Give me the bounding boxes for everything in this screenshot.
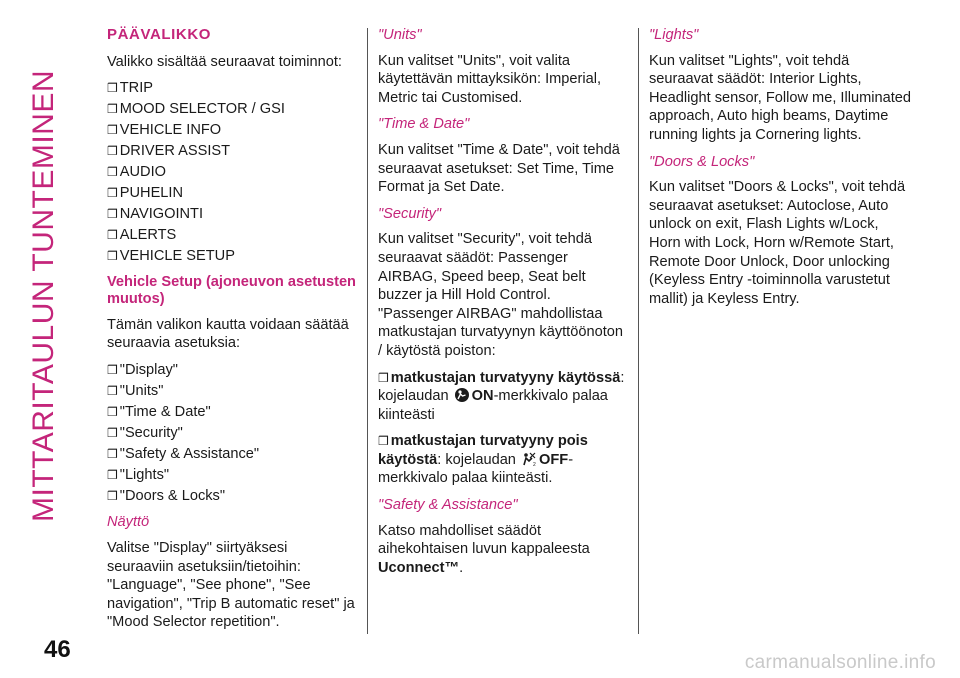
- units-text: Kun valitset "Units", voit valita käytettävän mittayksikön: Imperial, Metric tai Customised.: [378, 52, 602, 106]
- vehicle-setup-heading: Vehicle Setup (ajoneuvon asetusten muutos): [107, 273, 356, 307]
- list-item: [107, 403, 357, 422]
- checkbox-icon: ❒: [107, 446, 118, 461]
- list-item: [107, 247, 357, 266]
- menu-list: [107, 79, 357, 265]
- page-number: 46: [44, 636, 71, 663]
- list-item-label: PUHELIN: [119, 185, 184, 202]
- checkbox-icon: ❒: [107, 81, 118, 96]
- checkbox-icon: ❒: [107, 488, 118, 503]
- display-heading: Näyttö: [107, 514, 150, 531]
- off-indicator-label: OFF: [539, 451, 569, 468]
- list-item-label: "Time & Date": [119, 403, 211, 420]
- main-menu-heading: PÄÄVALIKKO: [107, 26, 212, 43]
- on-indicator-label: ON: [471, 388, 494, 405]
- uconnect-reference: Uconnect™: [378, 559, 460, 576]
- menu-intro: Valikko sisältää seuraavat toiminnot:: [107, 53, 342, 70]
- list-item: [107, 184, 357, 203]
- checkbox-icon: ❒: [107, 467, 118, 482]
- display-text: Valitse "Display" siirtyäksesi seuraaviin asetuksiin/tietoihin: "Language", "See phone", "See navigation", "Trip B automatic reset" ja "Mood Selector repetition".: [107, 539, 355, 631]
- time-date-heading: "Time & Date": [378, 116, 470, 133]
- column-2: [378, 26, 630, 585]
- checkbox-icon: ❒: [107, 383, 118, 398]
- security-heading: "Security": [378, 205, 442, 222]
- list-item: [107, 382, 357, 401]
- units-heading: "Units": [378, 27, 422, 43]
- checkbox-icon: ❒: [378, 434, 389, 449]
- list-item: [107, 142, 357, 161]
- security-text: Kun valitset "Security", voit tehdä seuraavat säädöt: Passenger AIRBAG, Speed beep, Seat belt buzzer ja Hill Hold Control.: [378, 231, 592, 304]
- checkbox-icon: ❒: [107, 207, 118, 222]
- checkbox-icon: ❒: [378, 370, 389, 385]
- list-item: [107, 424, 357, 443]
- doors-locks-text: Kun valitset "Doors & Locks", voit tehdä seuraavat asetukset: Autoclose, Auto unlock on exit, Flash Lights w/Lock, Horn with Lock, Horn w/Remote Start, Remote Door Unlock, Door unlocking (Keyless Entry -toiminnolla varustetut mallit) ja Keyless Entry.: [649, 179, 906, 307]
- list-item: [107, 100, 357, 119]
- airbag-off-item: ❒ matkustajan turvatyyny pois käytöstä: kojelaudan 2 OFF-merkkivalo palaa kiinteästi.: [378, 433, 588, 487]
- lights-text: Kun valitset "Lights", voit tehdä seuraavat säädöt: Interior Lights, Headlight sensor, Follow me, Illuminated approach, Auto high beams, Daytime running lights ja Cornering lights.: [649, 52, 912, 143]
- checkbox-icon: ❒: [107, 123, 118, 138]
- checkbox-icon: ❒: [107, 404, 118, 419]
- checkbox-icon: ❒: [107, 249, 118, 264]
- column-3: [649, 26, 914, 316]
- list-item-label: "Display": [119, 361, 178, 378]
- column-divider-2: [638, 28, 639, 634]
- checkbox-icon: ❒: [107, 228, 118, 243]
- list-item: [107, 445, 357, 464]
- doors-locks-heading: "Doors & Locks": [649, 153, 755, 170]
- list-item-label: "Safety & Assistance": [119, 445, 260, 462]
- list-item-label: VEHICLE INFO: [119, 122, 222, 139]
- list-item: [107, 121, 357, 140]
- setup-intro: Tämän valikon kautta voidaan säätää seuraavia asetuksia:: [107, 316, 349, 352]
- airbag-text: "Passenger AIRBAG" mahdollistaa matkustajan turvatyynyn käyttöönoton / käytöstä poiston:: [378, 305, 623, 359]
- section-title: MITTARITAULUN TUNTEMINEN: [27, 70, 60, 522]
- airbag-off-icon: [521, 451, 537, 467]
- airbag-on-item: ❒ matkustajan turvatyyny käytössä: kojelaudan ON-merkkivalo palaa kiinteästi: [378, 369, 625, 423]
- airbag-on-label: matkustajan turvatyyny käytössä: [390, 369, 621, 386]
- setup-list: [107, 361, 357, 506]
- checkbox-icon: ❒: [107, 425, 118, 440]
- list-item-label: AUDIO: [119, 164, 166, 181]
- airbag-off-label: matkustajan turvatyyny pois käytöstä: [378, 433, 588, 468]
- checkbox-icon: ❒: [107, 362, 118, 377]
- svg-text:2: 2: [533, 461, 536, 467]
- list-item: [107, 79, 357, 98]
- list-item-label: TRIP: [119, 80, 154, 97]
- airbag-on-icon: [454, 387, 470, 403]
- safety-heading: "Safety & Assistance": [378, 497, 518, 514]
- list-item-label: NAVIGOINTI: [119, 206, 204, 223]
- time-date-text: Kun valitset "Time & Date", voit tehdä seuraavat asetukset: Set Time, Time Format ja Set Date.: [378, 141, 620, 196]
- list-item-label: MOOD SELECTOR / GSI: [119, 101, 285, 118]
- column-divider-1: [367, 28, 368, 634]
- watermark: carmanualsonline.info: [744, 652, 936, 673]
- list-item-label: "Lights": [119, 466, 170, 483]
- list-item-label: "Doors & Locks": [119, 487, 226, 504]
- list-item: [107, 466, 357, 485]
- list-item-label: DRIVER ASSIST: [119, 143, 231, 160]
- list-item: [107, 163, 357, 182]
- checkbox-icon: ❒: [107, 186, 118, 201]
- list-item: [107, 487, 357, 506]
- checkbox-icon: ❒: [107, 144, 118, 159]
- list-item: [107, 361, 357, 380]
- checkbox-icon: ❒: [107, 102, 118, 117]
- list-item-label: ALERTS: [119, 227, 177, 244]
- checkbox-icon: ❒: [107, 165, 118, 180]
- lights-heading: "Lights": [649, 27, 699, 43]
- safety-text: Katso mahdolliset säädöt aihekohtaisen luvun kappaleesta Uconnect™.: [378, 522, 590, 576]
- list-item-label: "Security": [119, 424, 183, 441]
- column-1: [107, 26, 357, 640]
- list-item-label: "Units": [119, 382, 164, 399]
- list-item: [107, 226, 357, 245]
- list-item-label: VEHICLE SETUP: [119, 248, 235, 265]
- list-item: [107, 205, 357, 224]
